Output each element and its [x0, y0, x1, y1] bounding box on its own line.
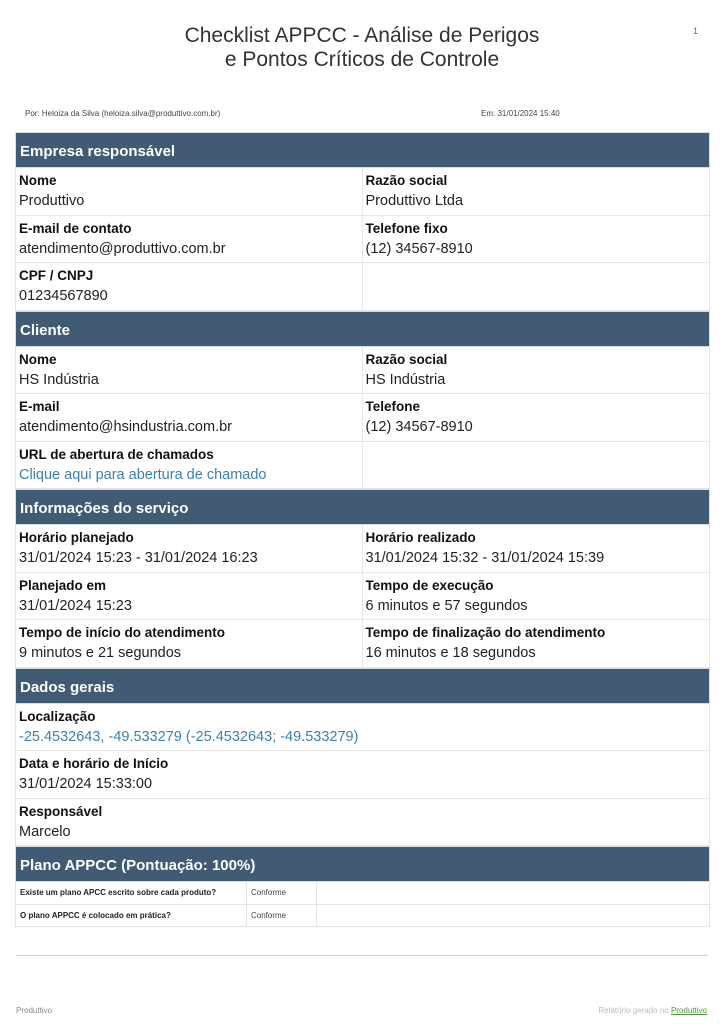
field-label: Tempo de início do atendimento [19, 625, 226, 640]
section-header-empresa: Empresa responsável [15, 132, 710, 168]
field-tempo-inicio [16, 620, 363, 668]
report-title: Checklist APPCC - Análise de Perigos e Pontos Críticos de Controle [184, 24, 540, 71]
note-cell [317, 882, 710, 904]
report-body [15, 132, 710, 927]
empty-cell [363, 442, 710, 490]
field-localizacao [16, 704, 709, 752]
section-header-servico: Informações do serviço [15, 489, 710, 525]
field-label: URL de abertura de chamados [19, 446, 214, 462]
section-empresa [15, 168, 710, 311]
field-value: 31/01/2024 15:32 - 31/01/2024 15:39 [365, 550, 605, 566]
field-horario-realizado [363, 525, 710, 573]
field-label: Responsável [19, 803, 103, 819]
note-cell [317, 904, 710, 926]
section-header-plano-appcc: Plano APPCC (Pontuação: 100%) [15, 846, 710, 882]
field-label: Tempo de execução [365, 577, 494, 593]
section-servico [15, 525, 710, 668]
answer-cell: Conforme [247, 882, 317, 904]
field-label: E-mail de contato [19, 220, 132, 236]
field-value: 01234567890 [19, 288, 108, 304]
field-value: Marcelo [19, 823, 71, 840]
section-cliente [15, 347, 710, 490]
field-value: atendimento@produttivo.com.br [19, 240, 226, 257]
field-label: Horário planejado [19, 530, 134, 545]
field-label: Razão social [365, 351, 448, 367]
field-planejado-em [16, 573, 363, 621]
section-dados-gerais [15, 704, 710, 847]
field-value: HS Indústria [365, 371, 446, 388]
report-author: Por: Heloiza da Silva (heloiza.silva@produttivo.com.br) [25, 109, 221, 118]
plano-appcc-table [15, 882, 710, 927]
footer-generated-by [598, 1006, 707, 1015]
field-label: Tempo de finalização do atendimento [365, 625, 606, 640]
field-cliente-nome [16, 347, 363, 395]
field-label: Razão social [365, 173, 448, 188]
field-responsavel [16, 799, 709, 847]
field-cliente-razao-social [363, 347, 710, 395]
empty-cell [363, 263, 710, 311]
table-row [16, 904, 710, 926]
field-empresa-cpf-cnpj [16, 263, 363, 311]
field-value: (12) 34567-8910 [365, 240, 473, 257]
footer-produttivo-link[interactable]: Produttivo [670, 1006, 707, 1015]
field-value: 31/01/2024 15:23 [19, 597, 132, 614]
answer-cell: Conforme [247, 904, 317, 926]
footer-divider [16, 955, 708, 956]
open-ticket-link[interactable]: Clique aqui para abertura de chamado [19, 466, 267, 483]
field-value: Produttivo Ltda [365, 193, 464, 209]
field-value: (12) 34567-8910 [365, 419, 473, 435]
field-label: Planejado em [19, 577, 107, 593]
field-label: Nome [19, 173, 57, 188]
section-header-dados-gerais: Dados gerais [15, 668, 710, 704]
field-label: CPF / CNPJ [19, 268, 94, 283]
question-cell: O plano APPCC é colocado em prática? [16, 904, 247, 926]
field-value: Produttivo [19, 193, 85, 209]
field-value: 31/01/2024 15:23 - 31/01/2024 16:23 [19, 550, 258, 566]
field-tempo-execucao [363, 573, 710, 621]
table-row [16, 882, 710, 904]
field-label: Data e horário de Início [19, 756, 169, 771]
field-empresa-telefone [363, 216, 710, 264]
field-value: 6 minutos e 57 segundos [365, 597, 528, 614]
field-value: HS Indústria [19, 371, 99, 388]
page-number: 1 [693, 26, 699, 36]
field-cliente-telefone [363, 394, 710, 442]
footer-generated-text: Relatório gerado no [598, 1006, 671, 1015]
field-label: Telefone fixo [365, 220, 448, 236]
report-date: Em: 31/01/2024 15:40 [481, 109, 560, 118]
field-empresa-nome [16, 168, 363, 216]
field-tempo-finalizacao [363, 620, 710, 668]
field-cliente-url-chamados [16, 442, 363, 490]
field-horario-planejado [16, 525, 363, 573]
question-cell: Existe um plano APCC escrito sobre cada produto? [16, 882, 247, 904]
field-empresa-razao-social [363, 168, 710, 216]
field-label: Nome [19, 351, 57, 367]
field-label: Horário realizado [365, 530, 476, 545]
field-cliente-email [16, 394, 363, 442]
field-label: E-mail [19, 399, 60, 414]
field-label: Telefone [365, 399, 421, 414]
field-empresa-email [16, 216, 363, 264]
footer-brand: Produttivo [16, 1006, 53, 1015]
section-header-cliente: Cliente [15, 311, 710, 347]
field-value: 16 minutos e 18 segundos [365, 645, 536, 661]
field-value: 31/01/2024 15:33:00 [19, 776, 153, 792]
location-link[interactable]: -25.4532643, -49.533279 (-25.4532643; -49.533279) [19, 728, 359, 745]
field-value: 9 minutos e 21 segundos [19, 645, 182, 661]
field-value: atendimento@hsindustria.com.br [19, 419, 232, 435]
field-data-inicio [16, 751, 709, 799]
field-label: Localização [19, 708, 96, 724]
